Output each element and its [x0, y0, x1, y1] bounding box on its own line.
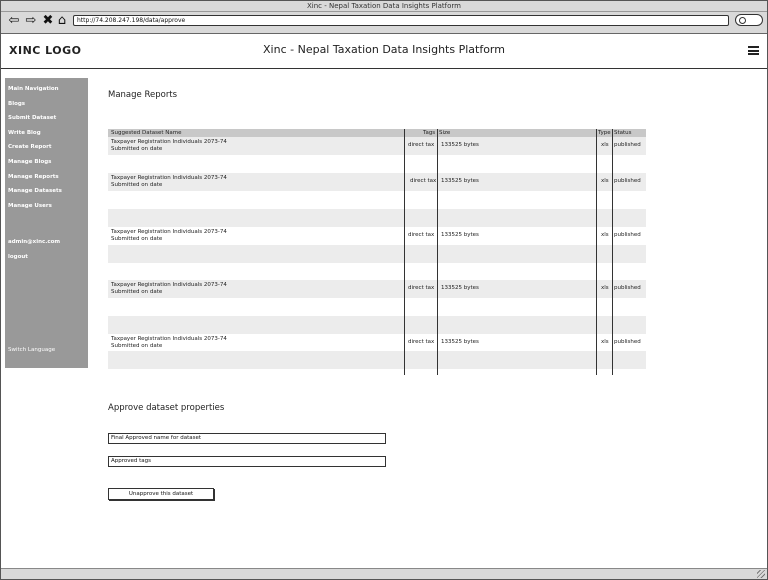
dataset-type: xls: [601, 178, 609, 184]
dataset-size: 133525 bytes: [441, 232, 479, 238]
sidebar: [5, 78, 88, 368]
dataset-size: 133525 bytes: [441, 339, 479, 345]
dataset-status: published: [614, 339, 641, 345]
window-title: Xinc - Nepal Taxation Data Insights Platform: [1, 1, 767, 12]
unapprove-button[interactable]: Unapprove this dataset: [108, 488, 214, 500]
dataset-name: Taxpayer Registration Individuals 2073-74: [111, 282, 227, 288]
dataset-status: published: [614, 285, 641, 291]
logout-link[interactable]: logout: [8, 254, 28, 260]
table-row[interactable]: [108, 173, 646, 191]
dataset-status: published: [614, 232, 641, 238]
submitted-date: Submitted on date: [111, 236, 163, 242]
table-header: [108, 129, 646, 137]
dataset-type: xls: [601, 285, 609, 291]
reports-table: [108, 129, 646, 375]
dataset-status: published: [614, 178, 641, 184]
submitted-date: Submitted on date: [111, 343, 163, 349]
column-divider: [612, 129, 613, 375]
dataset-name: Taxpayer Registration Individuals 2073-74: [111, 336, 227, 342]
sidebar-item-create-report[interactable]: Create Report: [8, 144, 52, 150]
table-row-empty: [108, 155, 646, 173]
dataset-name: Taxpayer Registration Individuals 2073-74: [111, 229, 227, 235]
url-bar[interactable]: http://74.208.247.198/data/approve: [73, 15, 729, 26]
status-bar: [1, 568, 767, 579]
dataset-tags: direct tax: [410, 178, 437, 184]
dataset-type: xls: [601, 142, 609, 148]
dataset-type: xls: [601, 339, 609, 345]
column-divider: [404, 129, 405, 375]
app-header: [1, 35, 767, 69]
dataset-tags: direct tax: [408, 142, 435, 148]
dataset-size: 133525 bytes: [441, 178, 479, 184]
table-row[interactable]: [108, 334, 646, 352]
dataset-tags: direct tax: [408, 285, 435, 291]
browser-toolbar: [1, 12, 767, 34]
sidebar-item-manage-users[interactable]: Manage Users: [8, 203, 52, 209]
column-header-name: Suggested Dataset Name: [111, 130, 182, 136]
table-row-empty: [108, 316, 646, 334]
dataset-tags: direct tax: [408, 232, 435, 238]
table-row[interactable]: [108, 227, 646, 245]
dataset-name: Taxpayer Registration Individuals 2073-74: [111, 139, 227, 145]
home-icon[interactable]: ⌂: [57, 13, 67, 28]
dataset-size: 133525 bytes: [441, 285, 479, 291]
sidebar-item-submit-dataset[interactable]: Submit Dataset: [8, 115, 57, 121]
submitted-date: Submitted on date: [111, 182, 163, 188]
resize-grip-icon[interactable]: [757, 570, 765, 578]
approved-name-input[interactable]: Final Approved name for dataset: [108, 433, 386, 444]
manage-reports-title: Manage Reports: [108, 90, 178, 100]
table-row-empty: [108, 209, 646, 227]
table-row-empty: [108, 191, 646, 209]
dataset-size: 133525 bytes: [441, 142, 479, 148]
table-row-empty: [108, 245, 646, 263]
dataset-name: Taxpayer Registration Individuals 2073-74: [111, 175, 227, 181]
submitted-date: Submitted on date: [111, 146, 163, 152]
sidebar-item-manage-datasets[interactable]: Manage Datasets: [8, 188, 62, 194]
dataset-type: xls: [601, 232, 609, 238]
approved-tags-input[interactable]: Approved tags: [108, 456, 386, 467]
sidebar-item-manage-blogs[interactable]: Manage Blogs: [8, 159, 52, 165]
dataset-status: published: [614, 142, 641, 148]
close-icon[interactable]: ✖: [42, 13, 54, 28]
submitted-date: Submitted on date: [111, 289, 163, 295]
sidebar-item-main-navigation: Main Navigation: [8, 86, 59, 92]
page-title: Xinc - Nepal Taxation Data Insights Platform: [263, 43, 505, 56]
table-row-empty: [108, 263, 646, 281]
approve-section-title: Approve dataset properties: [108, 403, 225, 413]
forward-arrow-icon[interactable]: ⇨: [25, 13, 37, 28]
menu-list-icon[interactable]: [748, 46, 759, 55]
search-icon[interactable]: [735, 14, 763, 26]
column-divider: [437, 129, 438, 375]
sidebar-item-manage-reports[interactable]: Manage Reports: [8, 174, 59, 180]
sidebar-item-write-blog[interactable]: Write Blog: [8, 130, 41, 136]
table-row[interactable]: [108, 137, 646, 155]
column-header-type: Type: [598, 130, 611, 136]
column-header-status: Status: [614, 130, 632, 136]
column-header-size: Size: [439, 130, 451, 136]
table-row-empty: [108, 351, 646, 369]
user-email[interactable]: admin@xinc.com: [8, 239, 61, 245]
logo[interactable]: XINC LOGO: [9, 44, 82, 57]
switch-language-link[interactable]: Switch Language: [8, 347, 56, 353]
back-arrow-icon[interactable]: ⇦: [8, 13, 20, 28]
column-divider: [596, 129, 597, 375]
dataset-tags: direct tax: [408, 339, 435, 345]
table-row-empty: [108, 298, 646, 316]
table-row[interactable]: [108, 280, 646, 298]
column-header-tags: Tags: [423, 130, 436, 136]
sidebar-item-blogs[interactable]: Blogs: [8, 101, 26, 107]
